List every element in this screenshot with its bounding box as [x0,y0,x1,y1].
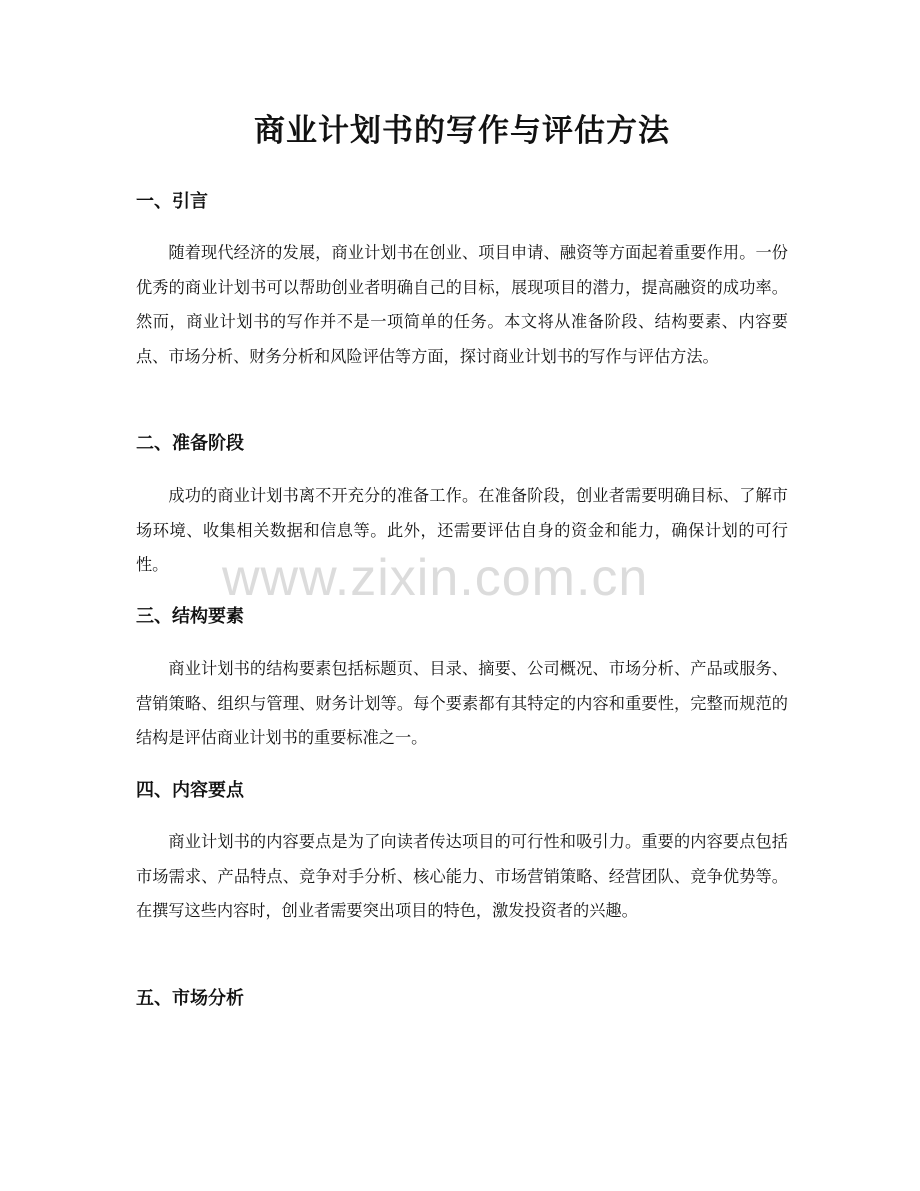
section-paragraph-structure: 商业计划书的结构要素包括标题页、目录、摘要、公司概况、市场分析、产品或服务、营销策略、组织与管理、财务计划等。每个要素都有其特定的内容和重要性，完整而规范的结构是评估商业计划书的重要标准之一。 [136,659,788,747]
section-heading-content-points: 四、内容要点 [136,780,244,801]
section-paragraph-preparation: 成功的商业计划书离不开充分的准备工作。在准备阶段，创业者需要明确目标、了解市场环境、收集相关数据和信息等。此外，还需要评估自身的资金和能力，确保计划的可行性。 [136,486,788,574]
section-heading-introduction: 一、引言 [136,191,208,212]
section-heading-market-analysis: 五、市场分析 [136,988,244,1009]
section-heading-preparation: 二、准备阶段 [136,433,244,454]
section-paragraph-content-points: 商业计划书的内容要点是为了向读者传达项目的可行性和吸引力。重要的内容要点包括市场需求、产品特点、竞争对手分析、核心能力、市场营销策略、经营团队、竞争优势等。在撰写这些内容时，创业者需要突出项目的特色，激发投资者的兴趣。 [136,832,788,920]
section-paragraph-introduction: 随着现代经济的发展，商业计划书在创业、项目申请、融资等方面起着重要作用。一份优秀的商业计划书可以帮助创业者明确自己的目标，展现项目的潜力，提高融资的成功率。然而，商业计划书的写作并不是一项简单的任务。本文将从准备阶段、结构要素、内容要点、市场分析、财务分析和风险评估等方面，探讨商业计划书的写作与评估方法。 [136,243,788,366]
watermark: www.zixin.com.cn [222,549,649,607]
document-title: 商业计划书的写作与评估方法 [254,113,670,149]
section-heading-structure: 三、结构要素 [136,606,244,627]
